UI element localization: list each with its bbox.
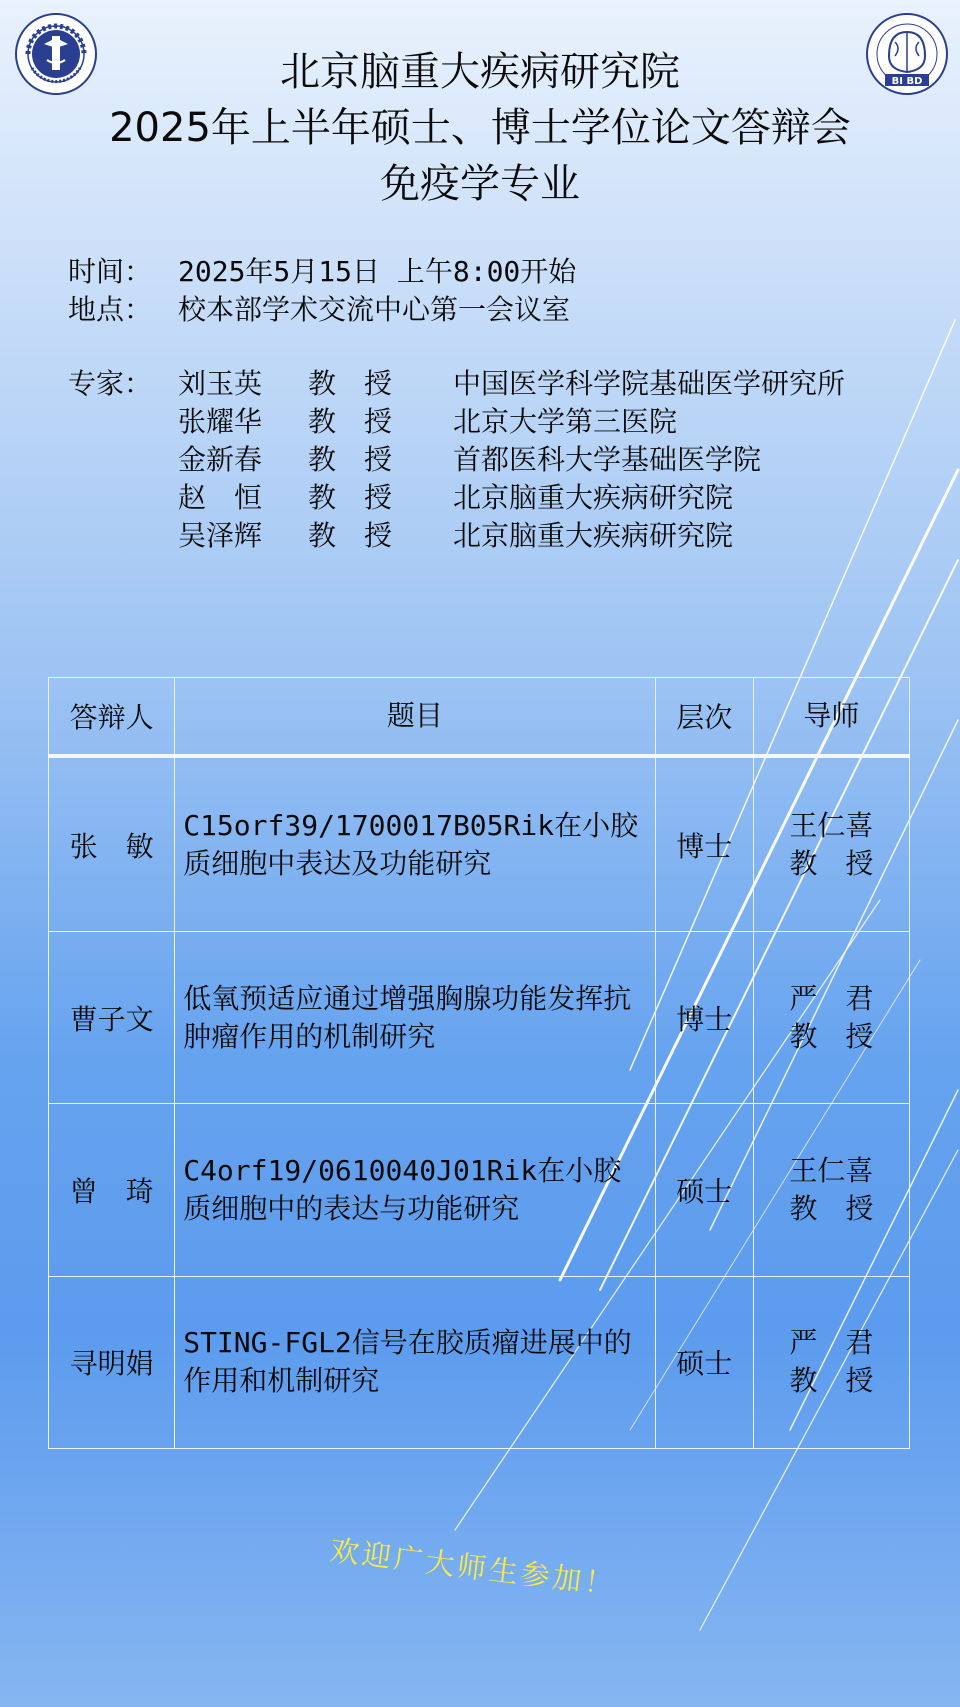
- expert-name: 金新春: [178, 443, 263, 476]
- experts-label: 专家：: [68, 367, 153, 400]
- place-label: 地点：: [68, 293, 153, 326]
- table-header-row: [49, 678, 910, 757]
- advisor-cell: [753, 756, 909, 932]
- place-value: 校本部学术交流中心第一会议室: [178, 293, 571, 326]
- advisor-name: 王仁喜: [789, 808, 874, 842]
- advisor-name: 王仁喜: [789, 1154, 874, 1188]
- advisor-title: 教 授: [789, 1019, 874, 1053]
- advisor-name: 严 君: [789, 981, 874, 1015]
- expert-institution: 中国医学科学院基础医学研究所: [453, 367, 846, 400]
- logo-bibd-text: BI BD: [891, 76, 923, 87]
- advisor-title: 教 授: [789, 1192, 874, 1226]
- time-value: 2025年5月15日 上午8:00开始: [178, 255, 577, 288]
- expert-name: 赵 恒: [178, 481, 263, 514]
- table-row: [49, 756, 910, 932]
- header-advisor: 导师: [753, 678, 909, 757]
- defender-name: 曾 琦: [49, 1104, 175, 1276]
- advisor-title: 教 授: [789, 846, 874, 880]
- expert-institution: 北京脑重大疾病研究院: [453, 481, 734, 514]
- expert-title: 教 授: [308, 405, 393, 438]
- table-row: [49, 1276, 910, 1448]
- expert-institution: 首都医科大学基础医学院: [453, 443, 762, 476]
- thesis-topic: C15orf39/1700017B05Rik在小胶质细胞中表达及功能研究: [175, 756, 655, 932]
- degree-level: 硕士: [655, 1276, 753, 1448]
- time-label: 时间：: [68, 255, 153, 288]
- advisor-cell: [753, 1276, 909, 1448]
- defender-name: 寻明娟: [49, 1276, 175, 1448]
- degree-level: 博士: [655, 932, 753, 1104]
- advisor-title: 教 授: [789, 1364, 874, 1398]
- defense-schedule-table: [48, 677, 910, 1449]
- thesis-topic: C4orf19/0610040J01Rik在小胶质细胞中的表达与功能研究: [175, 1104, 655, 1276]
- degree-level: 博士: [655, 756, 753, 932]
- advisor-name: 严 君: [789, 1326, 874, 1360]
- thesis-topic: 低氧预适应通过增强胸腺功能发挥抗肿瘤作用的机制研究: [175, 932, 655, 1104]
- expert-title: 教 授: [308, 367, 393, 400]
- expert-name: 张耀华: [178, 405, 263, 438]
- expert-institution: 北京脑重大疾病研究院: [453, 519, 734, 552]
- title-line-event: 2025年上半年硕士、博士学位论文答辩会: [109, 105, 851, 151]
- title-line-institute: 北京脑重大疾病研究院: [280, 49, 680, 95]
- welcome-message: 欢迎广大师生参加！: [328, 1532, 619, 1602]
- advisor-cell: [753, 1104, 909, 1276]
- expert-title: 教 授: [308, 443, 393, 476]
- table-row: [49, 1104, 910, 1276]
- title-line-major: 免疫学专业: [380, 161, 580, 207]
- header-level: 层次: [655, 678, 753, 757]
- expert-institution: 北京大学第三医院: [453, 405, 678, 438]
- table-row: [49, 932, 910, 1104]
- expert-title: 教 授: [308, 519, 393, 552]
- degree-level: 硕士: [655, 1104, 753, 1276]
- page-title: [0, 44, 960, 212]
- expert-title: 教 授: [308, 481, 393, 514]
- defender-name: 曹子文: [49, 932, 175, 1104]
- defender-name: 张 敏: [49, 756, 175, 932]
- header-defender: 答辩人: [49, 678, 175, 757]
- thesis-topic: STING-FGL2信号在胶质瘤进展中的作用和机制研究: [175, 1276, 655, 1448]
- advisor-cell: [753, 932, 909, 1104]
- header-topic: 题目: [175, 678, 655, 757]
- expert-name: 刘玉英: [178, 367, 263, 400]
- expert-name: 吴泽辉: [178, 519, 263, 552]
